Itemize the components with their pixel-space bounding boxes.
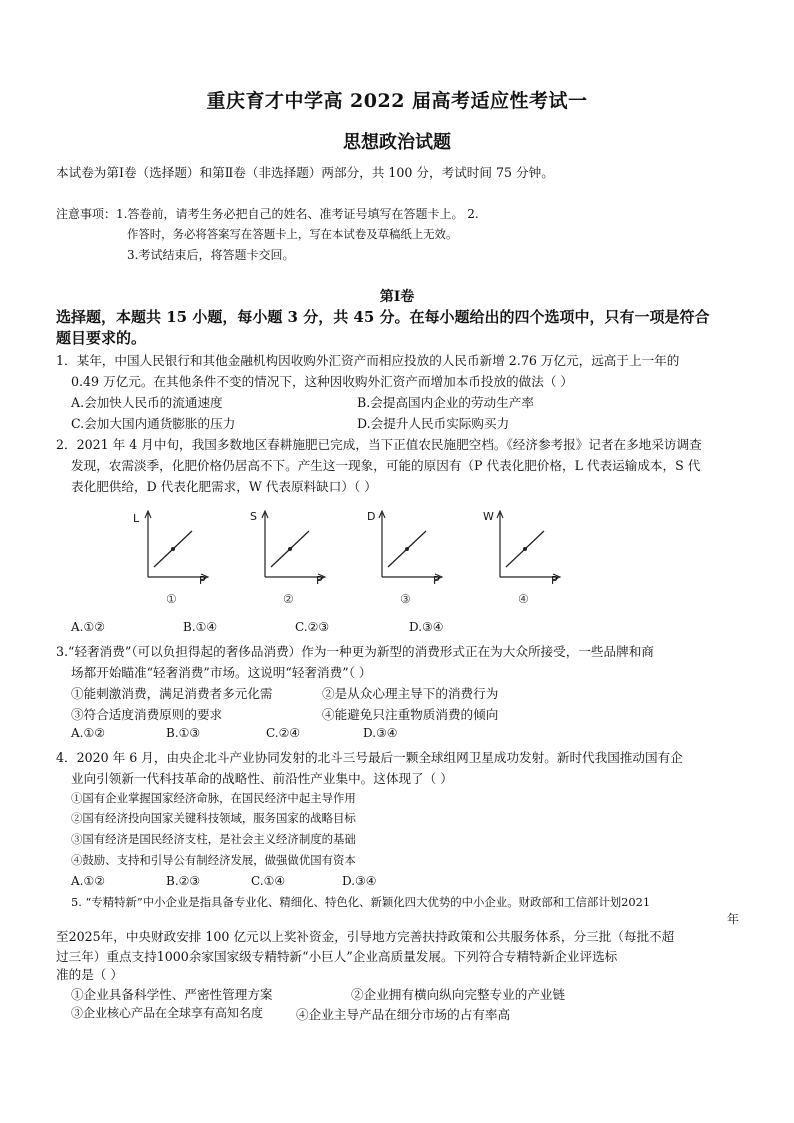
exam-intro: 本试卷为第Ⅰ卷（选择题）和第Ⅱ卷（非选择题）两部分，共 100 分，考试时间 75 分钟。 [56, 165, 554, 180]
section-title: 第Ⅰ卷 [379, 289, 415, 305]
q5-stem-1b: 年 [727, 912, 740, 926]
q4-statement-1: ①国有企业掌握国家经济命脉，在国民经济中起主导作用 [71, 791, 356, 805]
q5-stem-1: 5. “专精特新”中小企业是指具备专业化、精细化、特色化、新颖化四大优势的中小企业。财政部和工信部计划2021 [71, 895, 651, 909]
graph-4-y-label: W [483, 510, 494, 523]
q4-stem-1: 4．2020 年 6 月，由央企北斗产业协同发射的北斗三号最后一颗全球组网卫星成功发射。新时代我国推动国有企 [56, 750, 683, 765]
q5-statement-1: ①企业具备科学性、严密性管理方案 [71, 987, 273, 1002]
notes-line-1: 注意事项：1.答卷前，请考生务必把自己的姓名、准考证号填写在答题卡上。 2. [56, 207, 479, 221]
q5-statement-4: ④企业主导产品在细分市场的占有率高 [296, 1007, 511, 1022]
q1-option-b: B.会提高国内企业的劳动生产率 [357, 395, 534, 410]
q2-stem-1: 2．2021 年 4 月中旬，我国多数地区春耕施肥已完成，当下正值农民施肥空档。《经济参考报》记者在多地采访调查 [56, 437, 702, 452]
graph-2-x-label: P [316, 574, 323, 587]
q3-stem-1: 3.“轻奢消费”（可以负担得起的奢侈品消费）作为一种更为新型的消费形式正在为大众所接受，一些品牌和商 [56, 644, 654, 659]
q5-statement-2: ②企业拥有横向纵向完整专业的产业链 [351, 987, 566, 1002]
graph-2-number: ② [283, 592, 294, 606]
q1-option-d: D.会提升人民币实际购买力 [357, 416, 510, 431]
q3-statement-3: ③符合适度消费原则的要求 [71, 707, 223, 722]
exam-title: 重庆育才中学高 2022 届高考适应性考试一 [206, 90, 588, 112]
q1-option-c: C.会加大国内通货膨胀的压力 [71, 416, 236, 431]
graph-1-number: ① [166, 592, 177, 606]
q3-stem-2: 场都开始瞄准“轻奢消费”市场。这说明“轻奢消费”（ ） [71, 665, 372, 680]
q3-statement-2: ②是从众心理主导下的消费行为 [322, 686, 499, 701]
graph-1-y-label: L [133, 512, 140, 525]
q2-option-d: D.③④ [409, 620, 444, 634]
q5-statement-3: ③企业核心产品在全球享有高知名度 [71, 1006, 264, 1020]
graph-3-number: ③ [400, 592, 411, 606]
graph-2-y-label: S [250, 510, 257, 523]
exam-subtitle: 思想政治试题 [343, 132, 451, 153]
section-instruction-2: 题目要求的。 [56, 329, 147, 347]
notes-line-2: 作答时，务必将答案写在答题卡上，写在本试卷及草稿纸上无效。 [127, 227, 458, 241]
q4-statement-2: ②国有经济投向国家关键科技领域，服务国家的战略目标 [71, 811, 356, 825]
q4-option-d: D.③④ [342, 874, 377, 888]
q2-stem-3: 表化肥供给，D 代表化肥需求，W 代表原料缺口）（ ） [71, 479, 377, 494]
q4-option-a: A.①② [71, 874, 105, 888]
q3-option-a: A.①② [71, 726, 105, 740]
q2-option-b: B.①④ [183, 620, 218, 634]
graph-4-x-label: P [551, 574, 558, 587]
q4-statement-3: ③国有经济是国民经济支柱，是社会主义经济制度的基础 [71, 832, 356, 846]
q2-option-a: A.①② [71, 620, 105, 634]
q3-option-c: C.②④ [266, 726, 301, 740]
q3-option-b: B.①③ [166, 726, 201, 740]
q4-option-c: C.①④ [251, 874, 286, 888]
q1-stem-2: 0.49 万亿元。在其他条件不变的情况下，这种因收购外汇资产而增加本币投放的做法（ ） [71, 374, 574, 389]
q5-stem-2: 至2025年，中央财政安排 100 亿元以上奖补资金，引导地方完善扶持政策和公共服务体系，分三批（每批不超 [56, 929, 675, 944]
section-instruction-1: 选择题，本题共 15 小题，每小题 3 分，共 45 分。在每小题给出的四个选项中，只有一项是符合 [56, 308, 710, 326]
notes-line-3: 3.考试结束后，将答题卡交回。 [127, 248, 295, 262]
graph-4-number: ④ [518, 592, 529, 606]
q2-option-c: C.②③ [295, 620, 330, 634]
graph-3-x-label: P [433, 574, 440, 587]
q3-statement-1: ①能刺激消费，满足消费者多元化需 [71, 686, 273, 701]
q3-statement-4: ④能避免只注重物质消费的倾向 [322, 707, 499, 722]
q1-option-a: A.会加快人民币的流通速度 [71, 395, 223, 410]
q5-stem-3: 过三年）重点支持1000余家国家级专精特新“小巨人”企业高质量发展。下列符合专精特新企业评选标 [56, 949, 618, 964]
q1-stem-1: 1．某年，中国人民银行和其他金融机构因收购外汇资产而相应投放的人民币新增 2.76 万亿元，远高于上一年的 [56, 353, 680, 368]
graph-3-y-label: D [367, 510, 376, 523]
q2-stem-2: 发现，农需淡季，化肥价格仍居高不下。产生这一现象，可能的原因有（P 代表化肥价格，L 代表运输成本，S 代 [71, 458, 701, 473]
q4-statement-4: ④鼓励、支持和引导公有制经济发展，做强做优国有资本 [71, 853, 356, 867]
q3-option-d: D.③④ [363, 726, 398, 740]
q4-option-b: B.②③ [166, 874, 201, 888]
q5-stem-4: 准的是（ ） [56, 967, 123, 982]
q4-stem-2: 业向引领新一代科技革命的战略性、前沿性产业集中。这体现了（ ） [71, 771, 453, 786]
graph-1-x-label: P [199, 574, 206, 587]
